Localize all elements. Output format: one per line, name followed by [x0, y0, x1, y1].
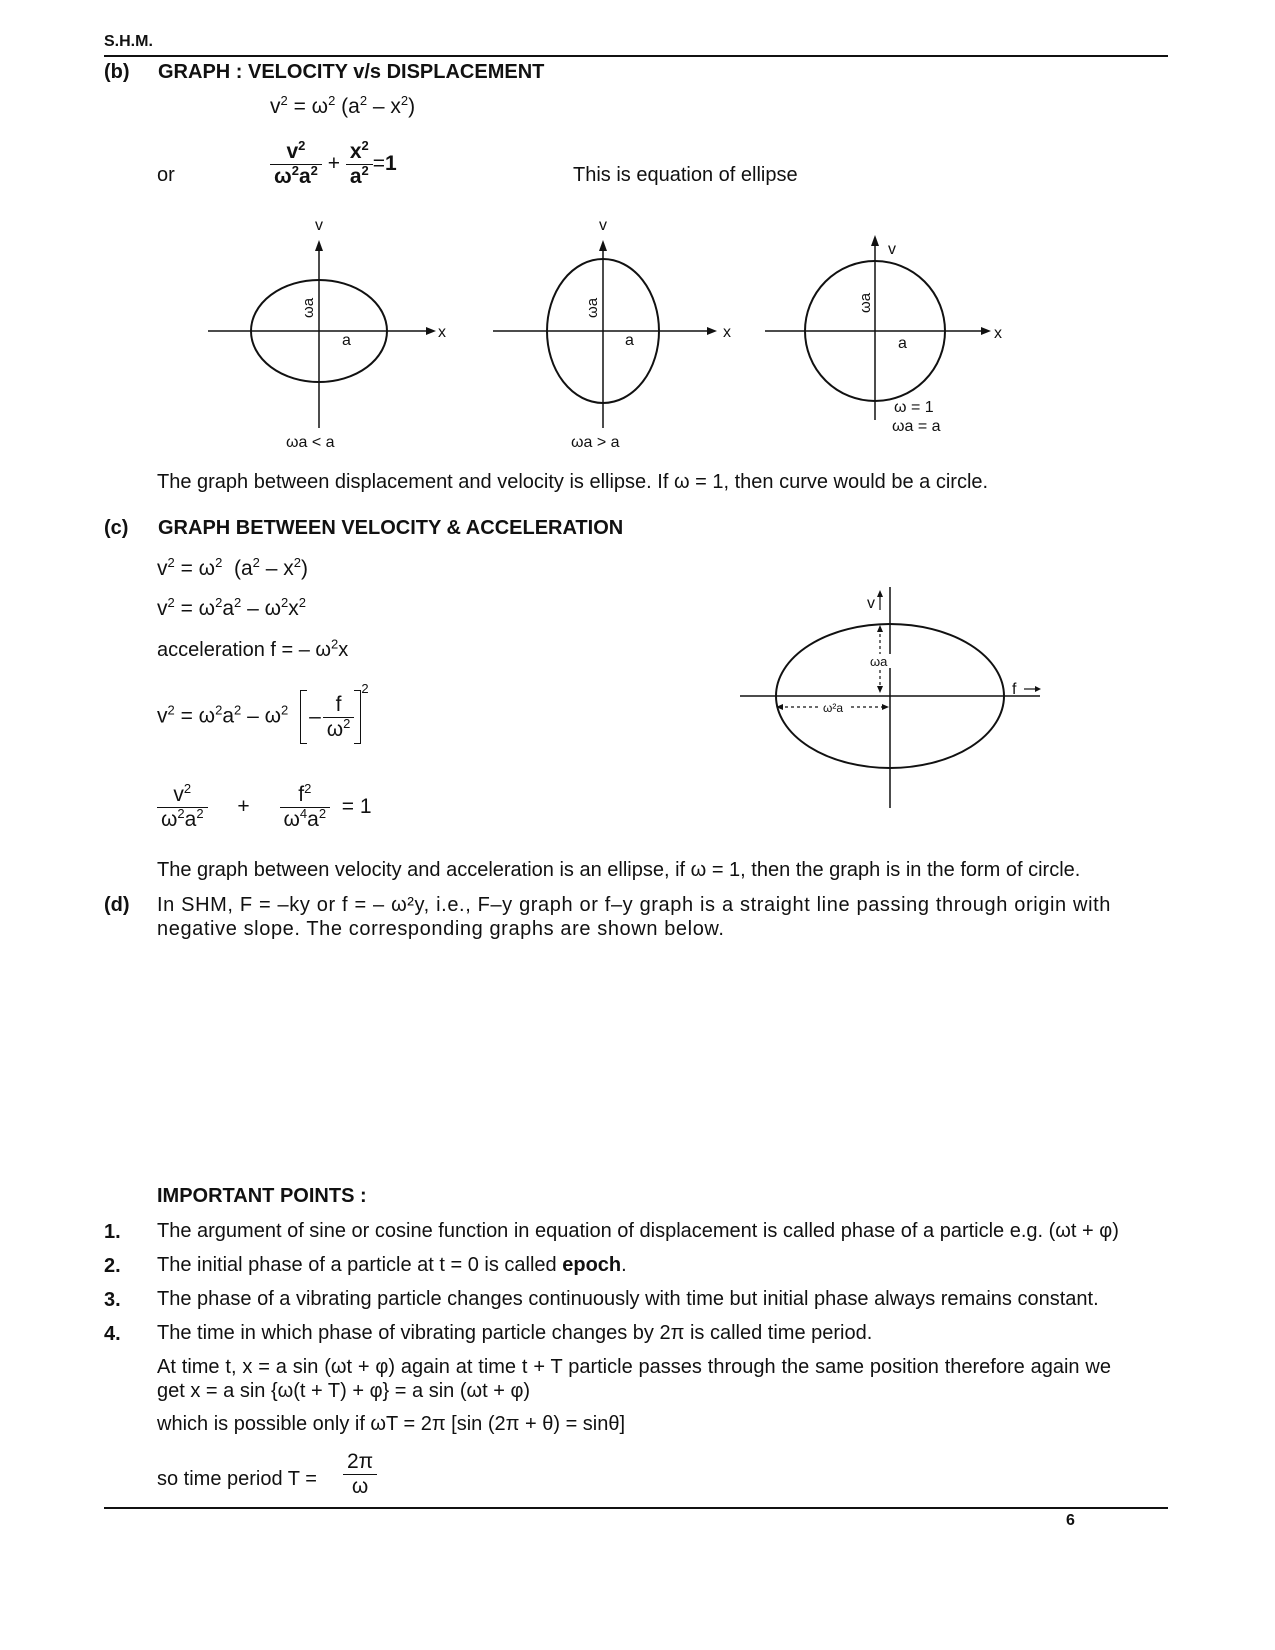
- v-axis-label: v: [867, 595, 875, 612]
- arrow-down-icon: [877, 686, 883, 693]
- acceleration-prefix: acceleration f = – ω: [157, 639, 332, 661]
- x-arrow-icon: [426, 327, 436, 335]
- point-2-text: [157, 1253, 627, 1277]
- time-period-numerator: 2π: [347, 1450, 374, 1473]
- wa-label: ωa: [870, 654, 888, 669]
- c-equation-3: $v^2 = \omega^2a^2 - \omega^2$ – $\frac{f}{\omega^2}$ $^2$: [157, 690, 369, 744]
- time-period-fraction: [343, 1450, 377, 1499]
- v-arrow-icon: [877, 590, 883, 597]
- x-arrow-icon: [981, 327, 991, 335]
- x-axis-label: x: [723, 324, 731, 341]
- important-heading: IMPORTANT POINTS :: [157, 1185, 367, 1207]
- point-2-text-after: .: [621, 1254, 627, 1276]
- wa-label: ωa: [584, 297, 601, 318]
- v-arrow-icon: [315, 240, 323, 251]
- v-arrow-icon: [599, 240, 607, 251]
- time-period-prefix: so time period T =: [157, 1468, 317, 1490]
- header-rule: [104, 55, 1168, 57]
- c-final-equation: $\frac{v^2}{\omega^2a^2}$ + $\frac{f^2}{\omega^4a^2}$ = 1: [157, 783, 372, 832]
- section-d-label: (d): [104, 894, 130, 916]
- graph-caption: ωa < a: [286, 434, 335, 451]
- wa-label: ωa: [300, 297, 317, 318]
- point-4-paragraph-2: which is possible only if ωT = 2π [sin (2π + θ) = sinθ]: [157, 1413, 626, 1435]
- c-equation-2: $v^2 = \omega^2a^2 - \omega^2x^2$: [157, 595, 306, 620]
- v-arrow-icon: [871, 235, 879, 246]
- v-axis-label: v: [599, 217, 607, 234]
- f-axis-label: f: [1012, 681, 1017, 698]
- a-label: a: [898, 335, 907, 352]
- section-c-conclusion: The graph between velocity and acceleration is an ellipse, if ω = 1, then the graph is in the form of circle.: [157, 859, 1081, 881]
- graph-ellipse-wide: [200, 210, 460, 460]
- c-equation-1: $v^2 = \omega^2$ $(a^2 - x^2)$: [157, 555, 308, 580]
- graph-caption-line2: ωa = a: [892, 418, 941, 435]
- x-axis-label: x: [438, 324, 446, 341]
- epoch-term: epoch: [562, 1254, 622, 1276]
- section-c-heading: GRAPH BETWEEN VELOCITY & ACCELERATION: [158, 517, 624, 539]
- point-4-paragraph-1: At time t, x = a sin (ωt + φ) again at time t + T particle passes through the same position therefore again we get x = a sin {ω(t + T) + φ} = a sin (ωt + φ): [157, 1356, 1111, 1402]
- velocity-equation: $v^2 = \omega^2$ $(a^2 - x^2)$: [270, 93, 416, 118]
- time-period-denominator: ω: [343, 1474, 377, 1499]
- graph-caption: ωa > a: [571, 434, 620, 451]
- page-number: 6: [1066, 1512, 1075, 1529]
- graph-ellipse-tall: [485, 210, 745, 460]
- graph-circle: [760, 225, 1020, 440]
- section-b-heading: GRAPH : VELOCITY v/s DISPLACEMENT: [158, 61, 545, 83]
- ellipse-note: This is equation of ellipse: [573, 164, 798, 186]
- x-axis-label: x: [994, 325, 1002, 342]
- arrow-up-icon: [877, 625, 883, 632]
- or-label: or: [157, 164, 175, 186]
- graph-velocity-acceleration: [735, 582, 1055, 812]
- a-label: a: [625, 332, 634, 349]
- arrow-right-icon: [882, 704, 889, 710]
- wa-label: ωa: [857, 292, 874, 313]
- a-label: a: [342, 332, 351, 349]
- point-3-text: The phase of a vibrating particle changes continuously with time but initial phase always remains constant.: [157, 1288, 1099, 1310]
- section-c-label: (c): [104, 517, 129, 539]
- point-4-text: The time in which phase of vibrating particle changes by 2π is called time period.: [157, 1322, 873, 1344]
- section-d-text: In SHM, F = –ky or f = – ω²y, i.e., F–y graph or f–y graph is a straight line passing through origin with negative slope. The corresponding graphs are shown below.: [157, 894, 1111, 940]
- point-3-number: 3.: [104, 1289, 121, 1311]
- point-1-text: The argument of sine or cosine function in equation of displacement is called phase of a particle e.g. (ωt + φ): [157, 1220, 1119, 1242]
- c-acceleration-equation: acceleration f = – $\omega^2x$: [157, 636, 349, 661]
- point-4-number: 4.: [104, 1323, 121, 1345]
- graph-caption-line1: ω = 1: [894, 399, 934, 416]
- f-arrow-icon: [1035, 686, 1041, 692]
- v-axis-label: v: [888, 241, 896, 258]
- point-1-number: 1.: [104, 1221, 121, 1243]
- point-2-text-before: The initial phase of a particle at t = 0 is called: [157, 1254, 563, 1276]
- footer-rule: [104, 1507, 1168, 1509]
- page-header-title: S.H.M.: [104, 33, 153, 50]
- w2a-label: ω²a: [823, 701, 844, 715]
- ellipse-equation: $\frac{v^2}{\omega^2a^2}$ + $\frac{x^2}{a^2}$ =1: [270, 140, 397, 189]
- section-b-label: (b): [104, 61, 130, 83]
- section-b-conclusion: The graph between displacement and velocity is ellipse. If ω = 1, then curve would be a circle.: [157, 471, 989, 493]
- v-axis-label: v: [315, 217, 323, 234]
- x-arrow-icon: [707, 327, 717, 335]
- point-2-number: 2.: [104, 1255, 121, 1277]
